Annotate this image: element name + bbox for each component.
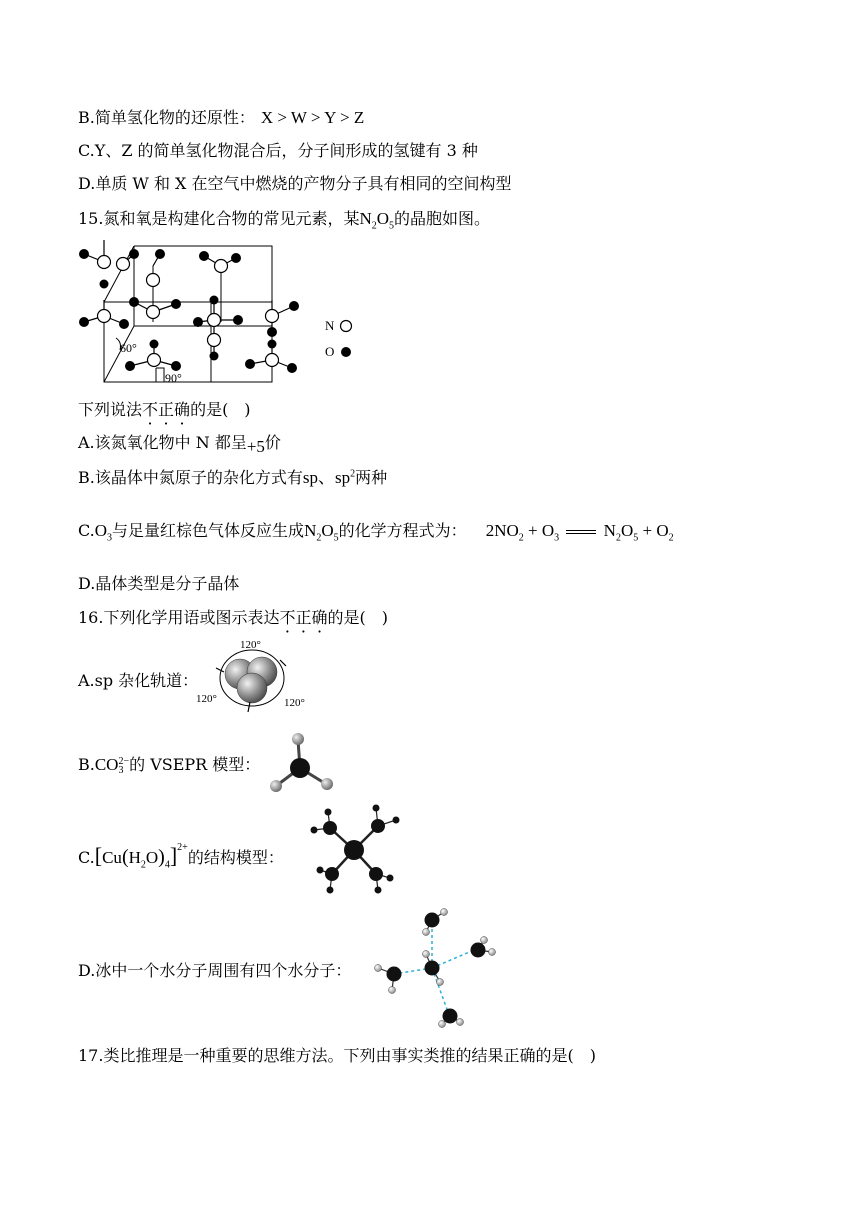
q16-question: 16.下列化学用语或图示表达不正确的是( ) [78, 608, 388, 627]
carbonate-vsepr-model [266, 730, 338, 794]
q15-option-a: A.该氮氧化物中 N 都呈+5价 [78, 433, 281, 456]
angle-label-top: 120° [240, 639, 261, 651]
reducibility-order: X > W > Y > Z [260, 108, 365, 127]
angle-label-right: 120° [284, 697, 305, 709]
angle-label-90: 90° [165, 371, 182, 385]
q14-option-c: C.Y、Z 的简单氢化物混合后，分子间形成的氢键有 3 种 [78, 141, 478, 160]
legend-o-label: O [325, 344, 335, 359]
legend-n-circle [341, 321, 352, 332]
sp-hybrid-orbital-figure [196, 636, 316, 718]
ice-water-molecules-figure [370, 904, 504, 1030]
q16-option-c: $C.[Cu(H_2O)_4]^{2+}$的结构模型： [78, 842, 284, 871]
q15-option-c: $C.O_3$与足量红棕色气体反应生成$N_2O_5$的化学方程式为： $2NO_2 + O_3$ $N_2O_5 + O_2$ [78, 521, 674, 544]
n2o5-unit-cell-figure [76, 240, 366, 390]
q16-option-b: B.CO 2− 3 的 VSEPR 模型： [78, 755, 261, 777]
angle-label-60: 60° [120, 341, 137, 355]
legend-o-circle [341, 347, 351, 357]
q15-option-d: D.晶体类型是分子晶体 [78, 574, 240, 593]
formula-n2o5: $N_2O_5$ [359, 209, 395, 232]
q15-stem: 15.氮和氧是构建化合物的常见元素，某$N_2O_5$的晶胞如图。 [78, 209, 491, 232]
q16-option-a: A.sp 杂化轨道： [78, 671, 199, 690]
formula-copper-complex: $[Cu(H_2O)_4]^{2+}$ [94, 842, 188, 871]
q15-question: 下列说法不正确的是( ) [78, 400, 251, 419]
q16-option-d: D.冰中一个水分子周围有四个水分子： [78, 961, 352, 980]
q17-stem: 17.类比推理是一种重要的思维方法。下列由事实类推的结果正确的是( ) [78, 1046, 596, 1065]
legend-n-label: N [325, 318, 335, 333]
chemical-equation: $2NO_2 + O_3$ $N_2O_5 + O_2$ [485, 521, 674, 544]
q14-option-b: B.简单氢化物的还原性： X > W > Y > Z [78, 108, 365, 127]
copper-complex-structure-model [304, 802, 404, 898]
angle-label-left: 120° [196, 693, 217, 705]
q15-option-b: B.该晶体中氮原子的杂化方式有sp、$sp^2$两种 [78, 468, 388, 487]
formula-carbonate: CO 2− 3 [94, 755, 130, 777]
q14-option-d: D.单质 W 和 X 在空气中燃烧的产物分子具有相同的空间构型 [78, 174, 512, 193]
